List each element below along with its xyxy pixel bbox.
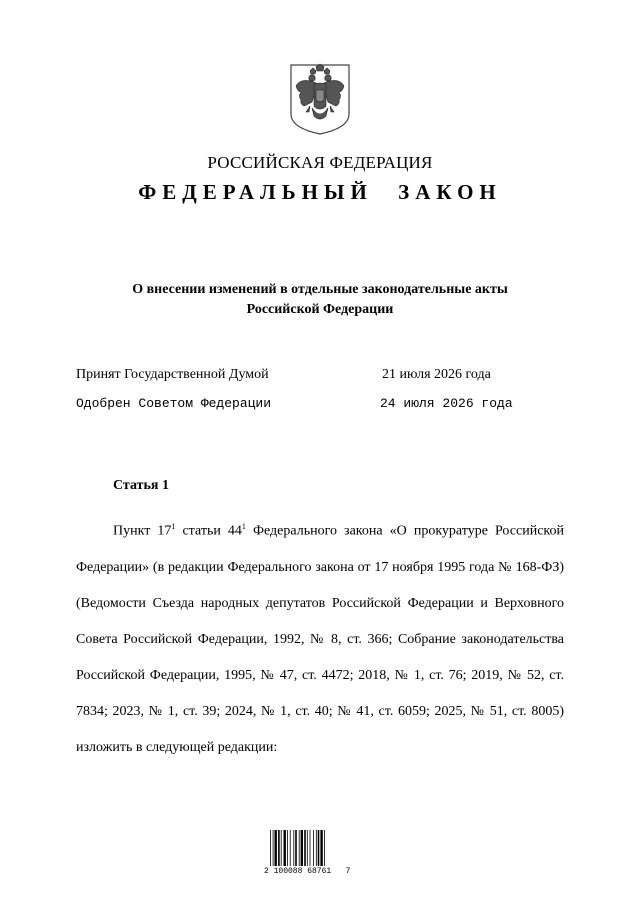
russian-coat-of-arms-icon — [288, 62, 352, 136]
law-title-line-1: О внесении изменений в отдельные законодательные акты — [132, 282, 508, 297]
council-approval-label: Одобрен Советом Федерации — [76, 396, 272, 411]
law-type-heading: ФЕДЕРАЛЬНЫЙ ЗАКОН — [138, 180, 502, 204]
duma-adoption-row — [76, 367, 491, 383]
council-approval-date: 24 июля 2026 года — [380, 396, 513, 411]
article-paragraph — [76, 509, 564, 766]
superscript: 1 — [241, 522, 246, 531]
superscript: 1 — [171, 522, 176, 531]
council-approval-row — [76, 396, 513, 411]
barcode-icon — [266, 822, 348, 868]
paragraph-text-start: Пункт 17 — [113, 523, 172, 539]
article-heading: Статья 1 — [113, 478, 169, 493]
paragraph-text-end: Федерального закона «О прокуратуре Российской Федерации» (в редакции Федерального закона от 17 ноября 1995 года № 168-ФЗ) (Ведомости Съезда народных депутатов Российской Федерации и Верховного Совета Российской Федерации, 1992, № 8, ст. 366; Собрание законодательства Российской Федерации, 1995, № 47, ст. 4472; 2018, № 1, ст. 76; 2019, № 52, ст. 7834; 2023, № 1, ст. 39; 2024, № 1, ст. 40; № 41, ст. 6059; 2025, № 51, ст. 8005) изложить в следующей редакции: — [76, 523, 564, 755]
duma-adoption-date: 21 июля 2026 года — [382, 367, 491, 382]
article-body — [76, 509, 564, 766]
law-title — [80, 280, 560, 320]
law-title-line-2: Российской Федерации — [246, 302, 394, 317]
paragraph-text-middle: статьи 44 — [175, 523, 242, 539]
barcode-number: 2 100088 68761 7 — [264, 867, 351, 876]
country-name: РОССИЙСКАЯ ФЕДЕРАЦИЯ — [207, 153, 433, 172]
duma-adoption-label: Принят Государственной Думой — [76, 367, 269, 382]
